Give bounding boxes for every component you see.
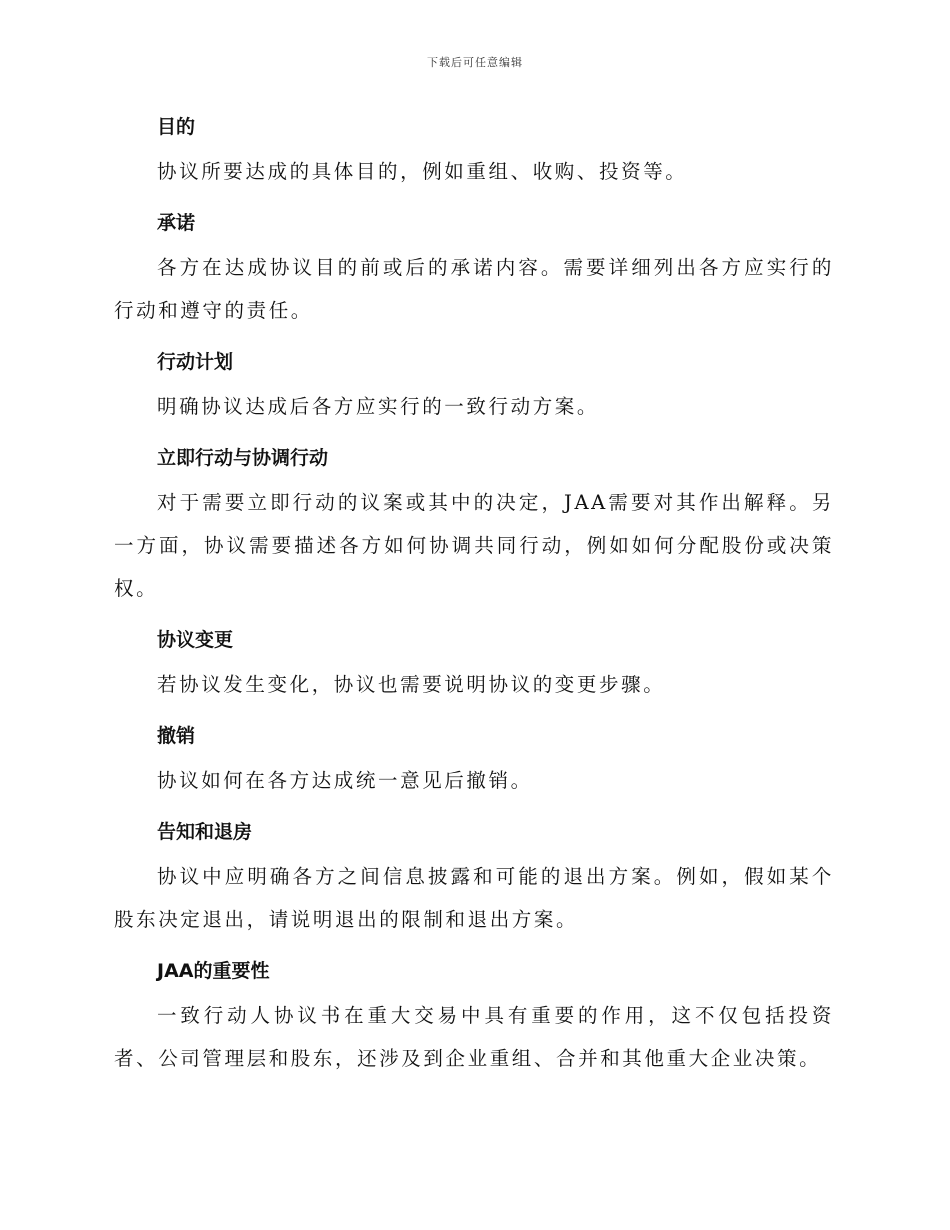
section-body-amendment: 若协议发生变化，协议也需要说明协议的变更步骤。 xyxy=(157,673,666,696)
section-body-importance: 一致行动人协议书在重大交易中具有重要的作用，这不仅包括投资者、公司管理层和股东，还涉及到企业重组、合并和其他重大企业决策。 xyxy=(114,1004,834,1070)
section-body-revocation: 协议如何在各方达成统一意见后撤销。 xyxy=(157,769,533,792)
section-body-immediate-action: 对于需要立即行动的议案或其中的决定，JAA需要对其作出解释。另一方面，协议需要描述各方如何协调共同行动，例如如何分配股份或决策权。 xyxy=(114,491,834,600)
section-title-commitment: 承诺 xyxy=(157,212,196,234)
section-title-immediate-action: 立即行动与协调行动 xyxy=(157,447,329,469)
document-body xyxy=(114,112,834,1095)
page-header: 下载后可任意编辑 xyxy=(427,56,523,69)
section-title-importance: JAA的重要性 xyxy=(157,960,270,982)
section-title-revocation: 撤销 xyxy=(157,725,196,747)
section-title-action-plan: 行动计划 xyxy=(157,351,234,373)
section-body-commitment: 各方在达成协议目的前或后的承诺内容。需要详细列出各方应实行的行动和遵守的责任。 xyxy=(114,256,834,322)
section-body-notice-exit: 协议中应明确各方之间信息披露和可能的退出方案。例如，假如某个股东决定退出，请说明退出的限制和退出方案。 xyxy=(114,865,834,931)
section-title-purpose: 目的 xyxy=(157,116,196,138)
section-title-amendment: 协议变更 xyxy=(157,629,234,651)
section-title-notice-exit: 告知和退房 xyxy=(157,821,253,843)
section-body-action-plan: 明确协议达成后各方应实行的一致行动方案。 xyxy=(157,395,600,418)
section-body-purpose: 协议所要达成的具体目的，例如重组、收购、投资等。 xyxy=(157,160,688,183)
